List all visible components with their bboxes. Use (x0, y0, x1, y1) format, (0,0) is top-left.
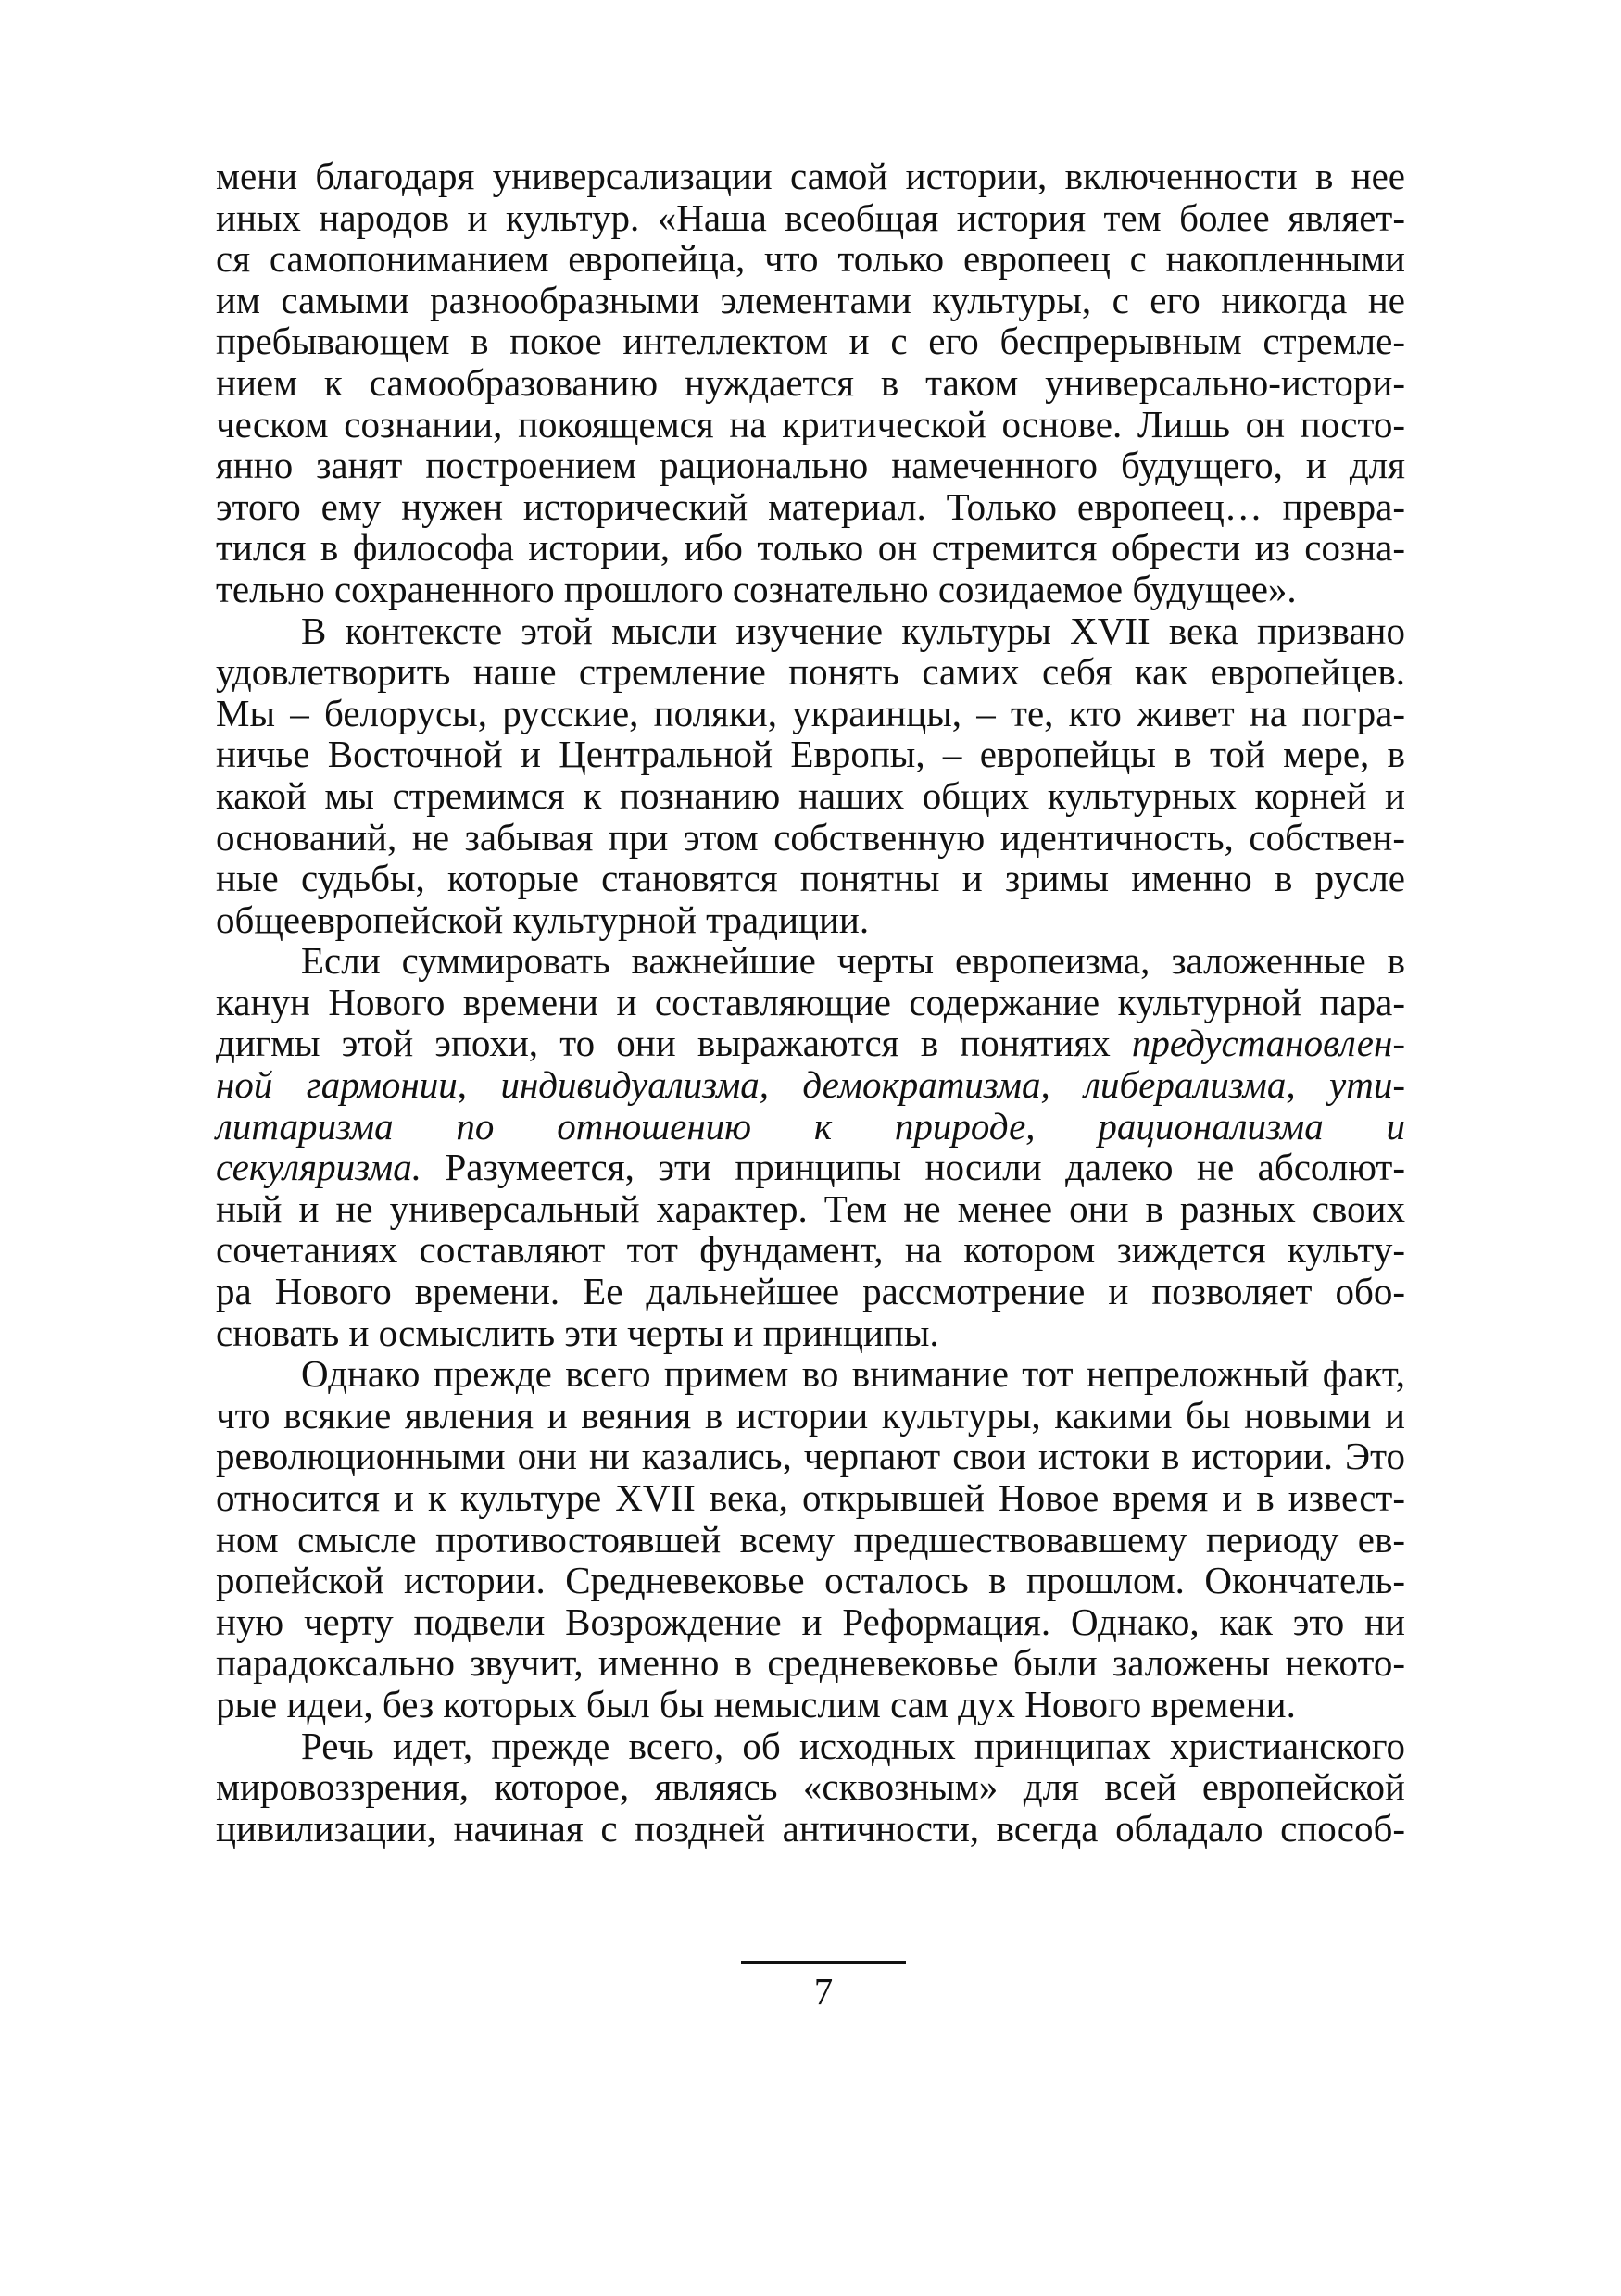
text-segment: нием к самообразованию нуждается в таком универсально-истори- (216, 360, 1405, 404)
text-line (216, 197, 1405, 239)
text-segment: ном смысле противостоявшей всему предшествовавшему периоду ев- (216, 1517, 1405, 1561)
text-segment: , (457, 1063, 501, 1107)
text-segment: ную черту подвели Возрождение и Реформация. Однако, как это ни (216, 1600, 1405, 1643)
text-segment: какой мы стремимся к познанию наших общих культурных корней и (216, 773, 1405, 817)
footer-divider (741, 1961, 906, 1964)
italic-text: ной гармонии (216, 1063, 458, 1107)
text-line (216, 1188, 1405, 1230)
text-segment: сновать и осмыслить эти черты и принципы. (216, 1311, 939, 1354)
text-line (216, 1519, 1405, 1561)
text-line (216, 1229, 1405, 1271)
text-line (216, 858, 1405, 899)
text-line (216, 1684, 1405, 1725)
text-line (216, 569, 1405, 610)
text-segment: этого ему нужен исторический материал. Только европеец… превра- (216, 484, 1405, 528)
text-segment: парадоксально звучит, именно в средневековье были заложены некото- (216, 1641, 1405, 1685)
text-segment: общеевропейской культурной традиции. (216, 897, 870, 941)
text-segment: ческом сознании, покоящемся на критической основе. Лишь он посто- (216, 402, 1405, 445)
text-segment: тился в философа истории, ибо только он стремится обрести из созна- (216, 526, 1405, 570)
page-number: 7 (813, 1970, 834, 2013)
text-line (216, 1353, 1405, 1395)
text-line (216, 320, 1405, 362)
text-line (216, 610, 1405, 652)
text-segment: ничье Восточной и Центральной Европы, – европейцы в той мере, в (216, 733, 1405, 776)
text-line (216, 693, 1405, 734)
text-segment: удовлетворить наше стремление понять самих себя как европейцев. (216, 650, 1405, 694)
text-segment: Разумеется, эти принципы носили далеко не абсолют- (421, 1146, 1405, 1189)
text-segment: оснований, не забывая при этом собственную идентичность, собствен- (216, 815, 1405, 859)
text-line (216, 1477, 1405, 1519)
text-segment: Мы – белорусы, русские, поляки, украинцы, – те, кто живет на погра- (216, 691, 1405, 734)
text-line (216, 1766, 1405, 1808)
text-segment: Если суммировать важнейшие черты европеизма, заложенные в (301, 939, 1405, 983)
text-line (216, 445, 1405, 486)
text-segment: ропейской истории. Средневековье осталось в прошлом. Окончатель- (216, 1559, 1405, 1602)
text-segment: мени благодаря универсализации самой истории, включенности в нее (216, 155, 1405, 197)
text-segment: им самыми разнообразными элементами культуры, с его никогда не (216, 278, 1405, 321)
text-line (216, 940, 1405, 982)
text-segment: иных народов и культур. «Наша всеобщая история тем более являет- (216, 195, 1405, 239)
text-line (216, 899, 1405, 941)
text-segment: ся самопониманием европейца, что только европеец с накопленными (216, 237, 1405, 281)
text-line (216, 404, 1405, 445)
text-line (216, 1725, 1405, 1767)
italic-text: литаризма по отношению к природе, рационализма и (216, 1104, 1405, 1148)
text-segment: канун Нового времени и составляющие содержание культурной пара- (216, 980, 1405, 1023)
text-line (216, 1395, 1405, 1437)
text-line (216, 734, 1405, 775)
text-line (216, 156, 1405, 197)
text-segment: В контексте этой мысли изучение культуры XVII века призвано (301, 609, 1405, 652)
text-segment: цивилизации, начиная с поздней античности, всегда обладало способ- (216, 1806, 1405, 1850)
text-line (216, 1106, 1405, 1148)
text-segment: янно занят построением рационально намеченного будущего, и для (216, 444, 1405, 487)
text-segment: пребывающем в покое интеллектом и с его беспрерывным стремле- (216, 320, 1405, 363)
text-line (216, 1147, 1405, 1188)
text-line (216, 362, 1405, 404)
italic-text: индивидуализма, демократизма, либерализма, ути- (500, 1063, 1406, 1107)
text-line (216, 1436, 1405, 1477)
text-line (216, 1642, 1405, 1684)
text-line (216, 775, 1405, 817)
body-text (216, 156, 1405, 1849)
text-segment: Однако прежде всего примем во внимание тот непреложный факт, (301, 1352, 1405, 1396)
text-line (216, 982, 1405, 1023)
text-line (216, 1808, 1405, 1850)
text-segment: ные судьбы, которые становятся понятны и зримы именно в русле (216, 857, 1405, 900)
text-line (216, 527, 1405, 569)
text-line (216, 1312, 1405, 1354)
text-segment: революционными они ни казались, черпают свои истоки в истории. Это (216, 1435, 1405, 1478)
text-line (216, 486, 1405, 528)
text-segment: Речь идет, прежде всего, об исходных принципах христианского (301, 1724, 1405, 1767)
text-line (216, 1064, 1405, 1106)
text-segment: относится и к культуре XVII века, открывшей Новое время и в извест- (216, 1476, 1405, 1519)
text-line (216, 1601, 1405, 1643)
text-line (216, 238, 1405, 280)
italic-text: секуляризма. (216, 1146, 421, 1189)
text-segment: что всякие явления и веяния в истории культуры, какими бы новыми и (216, 1393, 1405, 1437)
text-line (216, 817, 1405, 859)
text-segment: рые идеи, без которых был бы немыслим сам дух Нового времени. (216, 1682, 1296, 1725)
text-line (216, 280, 1405, 321)
text-segment: ра Нового времени. Ее дальнейшее рассмотрение и позволяет обо- (216, 1270, 1405, 1313)
text-line (216, 1271, 1405, 1312)
italic-text: предустановлен- (1131, 1022, 1405, 1065)
text-line (216, 1023, 1405, 1064)
text-segment: мировоззрения, которое, являясь «сквозным» для всей европейской (216, 1765, 1405, 1809)
text-segment: тельно сохраненного прошлого сознательно созидаемое будущее». (216, 567, 1297, 610)
text-line (216, 651, 1405, 693)
text-segment: сочетаниях составляют тот фундамент, на котором зиждется культу- (216, 1228, 1405, 1272)
text-segment: дигмы этой эпохи, то они выражаются в понятиях (216, 1022, 1132, 1065)
text-line (216, 1560, 1405, 1601)
text-segment: ный и не универсальный характер. Тем не менее они в разных своих (216, 1186, 1405, 1230)
